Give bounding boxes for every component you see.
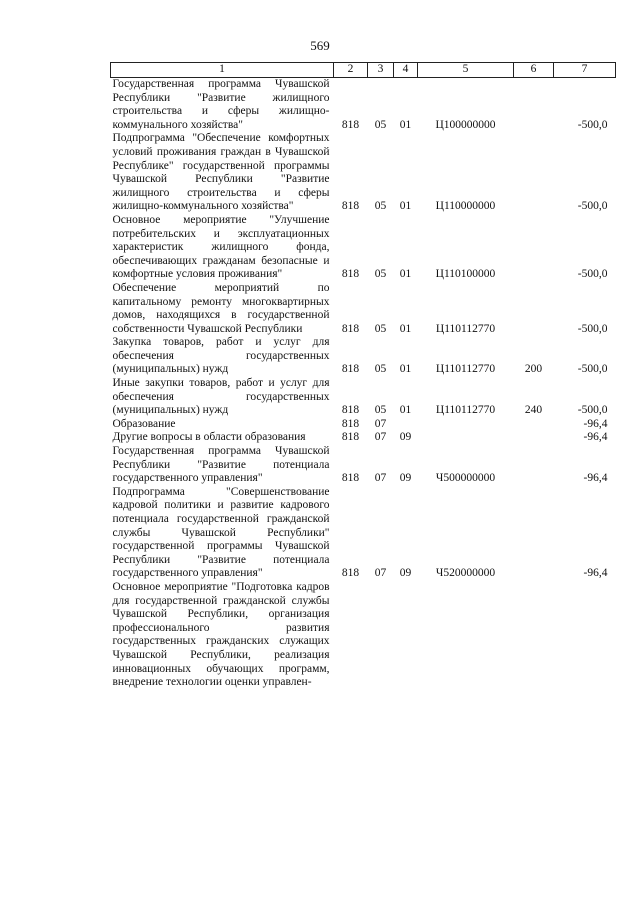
row-name: Подпрограмма "Совершенствование кадровой политики и развитие кадрового потенциала государственной гражданской службы Чувашской Республики" государственной программы Чувашской Республики "Развитие потенциала государственного управления" xyxy=(112,485,330,580)
subsection-code: 01 xyxy=(399,404,412,417)
subsection-code: 01 xyxy=(399,200,412,213)
table-row xyxy=(111,282,616,336)
admin-code: 818 xyxy=(341,118,360,131)
admin-code: 818 xyxy=(341,322,360,335)
admin-code xyxy=(334,581,368,690)
target-article-code: Ц110100000 xyxy=(435,268,496,281)
amount: -96,4 xyxy=(583,417,608,430)
target-article-code: Ч520000000 xyxy=(435,567,496,580)
expense-type-code xyxy=(514,581,554,690)
table-row xyxy=(111,78,616,133)
row-name: Другие вопросы в области образования xyxy=(112,431,306,444)
amount: -500,0 xyxy=(577,322,608,335)
expense-type-code xyxy=(514,132,554,214)
admin-code: 818 xyxy=(341,268,360,281)
subsection-code: 01 xyxy=(399,363,412,376)
target-article-code xyxy=(418,418,514,432)
target-article-code: Ц110112770 xyxy=(435,322,496,335)
subsection-code xyxy=(394,418,418,432)
amount: -96,4 xyxy=(583,567,608,580)
admin-code: 818 xyxy=(341,472,360,485)
column-header-4: 4 xyxy=(394,63,418,78)
expense-type-code xyxy=(514,418,554,432)
target-article-code: Ц110112770 xyxy=(435,363,496,376)
target-article-code: Ч500000000 xyxy=(435,472,496,485)
expense-type-code xyxy=(514,486,554,581)
table-row xyxy=(111,377,616,418)
subsection-code xyxy=(394,581,418,690)
column-header-2: 2 xyxy=(334,63,368,78)
target-article-code: Ц100000000 xyxy=(435,118,496,131)
amount: -96,4 xyxy=(583,472,608,485)
budget-table xyxy=(110,62,616,690)
amount xyxy=(554,581,616,690)
admin-code: 818 xyxy=(341,200,360,213)
table-row xyxy=(111,486,616,581)
admin-code: 818 xyxy=(341,567,360,580)
admin-code: 818 xyxy=(341,417,360,430)
section-code: 05 xyxy=(374,268,387,281)
expense-type-code xyxy=(514,282,554,336)
section-code: 05 xyxy=(374,363,387,376)
section-code: 05 xyxy=(374,200,387,213)
target-article-code: Ц110000000 xyxy=(435,200,496,213)
amount: -500,0 xyxy=(577,268,608,281)
expense-type-code xyxy=(514,214,554,282)
row-name: Иные закупки товаров, работ и услуг для обеспечения государственных (муниципальных) нужд xyxy=(112,377,330,417)
amount: -500,0 xyxy=(577,200,608,213)
subsection-code: 01 xyxy=(399,118,412,131)
row-name: Закупка товаров, работ и услуг для обеспечения государственных (муниципальных) нужд xyxy=(112,336,330,376)
admin-code: 818 xyxy=(341,404,360,417)
row-name: Основное мероприятие "Улучшение потребительских и эксплуатационных характеристик жилищного фонда, обеспечивающих гражданам безопасные и комфортные условия проживания" xyxy=(112,213,330,281)
section-code: 07 xyxy=(374,567,387,580)
subsection-code: 01 xyxy=(399,268,412,281)
table-row xyxy=(111,418,616,432)
subsection-code: 09 xyxy=(399,431,412,444)
column-header-3: 3 xyxy=(368,63,394,78)
column-header-1: 1 xyxy=(111,63,334,78)
section-code: 07 xyxy=(374,431,387,444)
section-code: 07 xyxy=(374,472,387,485)
row-name: Обеспечение мероприятий по капитальному ремонту многоквартирных домов, находящихся в государственной собственности Чувашской Республики xyxy=(112,281,330,335)
amount: -500,0 xyxy=(577,118,608,131)
row-name: Основное мероприятие "Подготовка кадров для государственной гражданской службы Чувашской Республики, организация профессионального развития государственных гражданских служащих Чувашской Республики, реализация инновационных обучающих программ, внедрение технологии оценки управлен- xyxy=(112,580,330,689)
table-header-row xyxy=(111,63,616,78)
section-code: 05 xyxy=(374,404,387,417)
section-code: 07 xyxy=(374,417,387,430)
subsection-code: 09 xyxy=(399,567,412,580)
target-article-code xyxy=(418,431,514,445)
amount: -500,0 xyxy=(577,404,608,417)
column-header-6: 6 xyxy=(514,63,554,78)
table-row xyxy=(111,336,616,377)
table-row xyxy=(111,445,616,486)
section-code: 05 xyxy=(374,322,387,335)
column-header-7: 7 xyxy=(554,63,616,78)
section-code: 05 xyxy=(374,118,387,131)
table-row xyxy=(111,431,616,445)
admin-code: 818 xyxy=(341,363,360,376)
row-name: Государственная программа Чувашской Республики "Развитие потенциала государственного управления" xyxy=(112,445,330,485)
expense-type-code: 240 xyxy=(524,404,543,417)
row-name: Государственная программа Чувашской Республики "Развитие жилищного строительства и сферы жилищно-коммунального хозяйства" xyxy=(112,78,330,131)
page-number: 569 xyxy=(310,38,330,53)
column-header-5: 5 xyxy=(418,63,514,78)
amount: -96,4 xyxy=(583,431,608,444)
admin-code: 818 xyxy=(341,431,360,444)
table-row xyxy=(111,581,616,690)
expense-type-code xyxy=(514,445,554,486)
section-code xyxy=(368,581,394,690)
table-row xyxy=(111,214,616,282)
subsection-code: 01 xyxy=(399,322,412,335)
subsection-code: 09 xyxy=(399,472,412,485)
amount: -500,0 xyxy=(577,363,608,376)
table-row xyxy=(111,132,616,214)
expense-type-code xyxy=(514,78,554,133)
target-article-code: Ц110112770 xyxy=(435,404,496,417)
expense-type-code: 200 xyxy=(524,363,543,376)
expense-type-code xyxy=(514,431,554,445)
row-name: Подпрограмма "Обеспечение комфортных условий проживания граждан в Чувашской Республике" государственной программы Чувашской Республики "Развитие жилищного строительства и сферы жилищно-коммунального хозяйства" xyxy=(112,132,330,213)
row-name: Образование xyxy=(112,417,176,430)
target-article-code xyxy=(418,581,514,690)
